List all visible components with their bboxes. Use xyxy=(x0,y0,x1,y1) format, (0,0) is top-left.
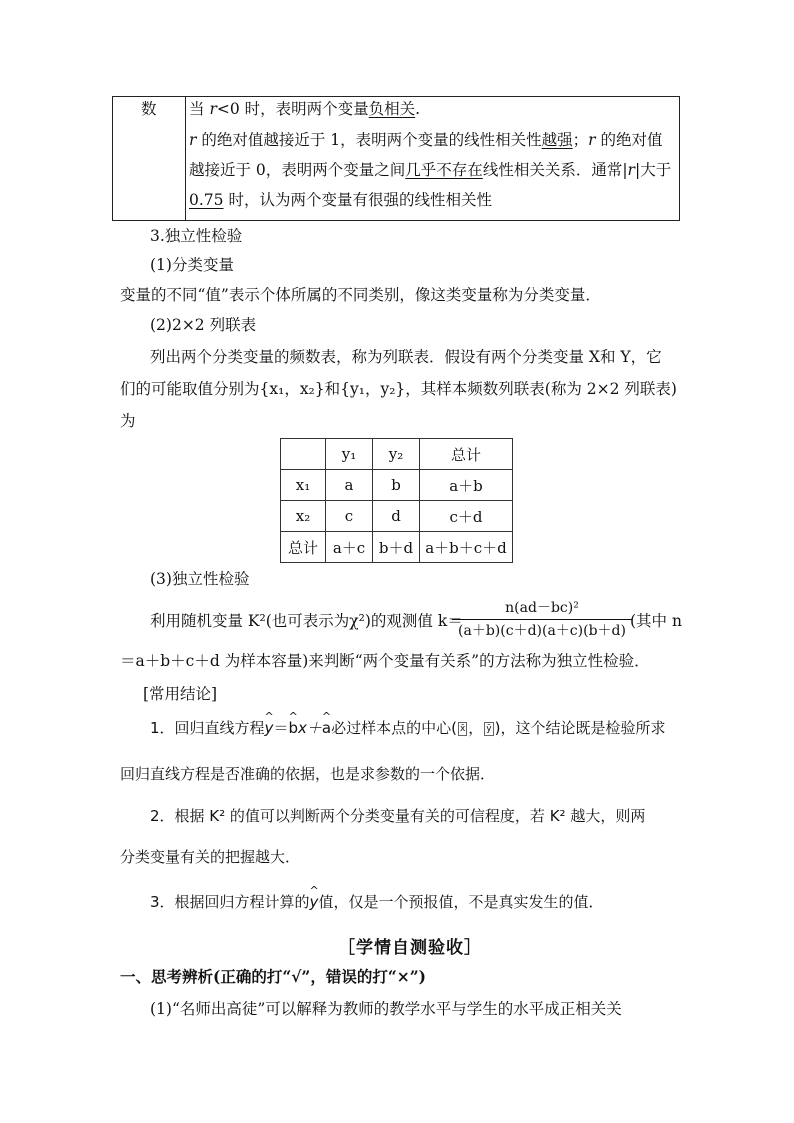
formula-denominator: (a＋b)(c＋d)(a＋c)(b＋d) xyxy=(458,623,626,639)
table-row xyxy=(281,532,513,563)
subsection-title: (2)2×2 列联表 xyxy=(150,316,257,334)
conclusion-3: 3．根据回归方程计算的^ y值，仅是一个预报值，不是真实发生的值． xyxy=(150,891,603,913)
definition-line-2: r 的绝对值越接近于 1，表明两个变量的线性相关性越强；r 的绝对值 xyxy=(189,131,663,149)
table-cell: c＋d xyxy=(420,501,513,532)
heading-bracket-right: ］ xyxy=(464,938,482,958)
table-cell: a＋b＋c＋d xyxy=(420,532,513,563)
formula-numerator: n(ad－bc)² xyxy=(505,600,579,616)
correlation-definition-table xyxy=(112,96,680,221)
chi-square-formula xyxy=(452,598,632,641)
paragraph: 为 xyxy=(120,412,136,430)
definition-line-4: 0.75 时，认为两个变量有很强的线性相关性 xyxy=(189,191,492,209)
hat-symbol: ^ b xyxy=(288,717,298,739)
exercise-part-title: 一、思考辨析(正确的打“√”，错误的打“×”) xyxy=(120,967,427,986)
table-cell: b xyxy=(373,470,420,501)
table-cell: a＋b xyxy=(420,470,513,501)
definition-line-1: 当 r<0 时，表明两个变量负相关. xyxy=(189,100,421,118)
conclusion-1-line-1: 1．回归直线方程^ y＝^ bx＋^ a必过样本点的中心( x̄ ， ȳ )，这个结论既是检验所求 xyxy=(150,717,665,739)
hat-symbol: ^ y xyxy=(265,717,274,739)
paragraph: ＝a＋b＋c＋d 为样本容量)来判断“两个变量有关系”的方法称为独立性检验． xyxy=(120,652,650,670)
conclusion-1-line-2: 回归直线方程是否准确的依据，也是求参数的一个依据． xyxy=(120,765,496,783)
table-cell: d xyxy=(373,501,420,532)
paragraph: 变量的不同“值”表示个体所属的不同类别，像这类变量称为分类变量． xyxy=(120,286,601,304)
underlined-term: 越强 xyxy=(541,131,573,149)
subsection-title: (3)独立性检验 xyxy=(150,570,250,588)
section-title: 3.独立性检验 xyxy=(150,227,243,245)
subsection-title: (1)分类变量 xyxy=(150,256,234,274)
table-row xyxy=(281,439,513,470)
conclusion-2-line-1: 2．根据 K² 的值可以判断两个分类变量有关的可信程度，若 K² 越大，则两 xyxy=(150,807,646,825)
section-heading xyxy=(338,933,482,958)
table-cell: a＋c xyxy=(326,532,373,563)
underlined-term: 几乎不存在 xyxy=(405,161,483,179)
paragraph: 列出两个分类变量的频数表，称为列联表．假设有两个分类变量 X和 Y，它 xyxy=(150,348,662,366)
table-label-cell xyxy=(113,97,186,220)
conclusion-2-line-2: 分类变量有关的把握越大． xyxy=(120,848,301,866)
hat-symbol: ^ a xyxy=(322,717,331,739)
underlined-term: 负相关 xyxy=(368,100,416,118)
heading-bracket-left: ［ xyxy=(338,938,356,958)
heading-text: 学情自测验收 xyxy=(356,938,464,958)
table-cell: b＋d xyxy=(373,532,420,563)
formula-line-text: 利用随机变量 K²(也可表示为χ²)的观测值 k＝ xyxy=(150,612,463,630)
table-cell: 总计 xyxy=(420,439,513,470)
hat-symbol: ^ y xyxy=(310,891,319,913)
contingency-table xyxy=(280,438,513,563)
table-cell: y₁ xyxy=(326,439,373,470)
table-cell: x₁ xyxy=(281,470,326,501)
table-cell: y₂ xyxy=(373,439,420,470)
definition-line-3: 越接近于 0，表明两个变量之间几乎不存在线性相关关系．通常|r|大于 xyxy=(189,161,672,179)
conclusions-title: [常用结论] xyxy=(143,685,218,703)
table-row xyxy=(281,470,513,501)
formula-line-tail: (其中 n xyxy=(630,612,682,630)
table-cell: a xyxy=(326,470,373,501)
table-row xyxy=(281,501,513,532)
xbar-symbol: x̄ xyxy=(459,723,466,734)
table-label: 数 xyxy=(141,100,157,118)
table-cell: c xyxy=(326,501,373,532)
table-cell xyxy=(281,439,326,470)
fraction-bar xyxy=(452,619,632,620)
table-cell: 总计 xyxy=(281,532,326,563)
table-cell: x₂ xyxy=(281,501,326,532)
underlined-term: 0.75 xyxy=(189,191,224,209)
ybar-symbol: ȳ xyxy=(486,723,492,734)
paragraph: 们的可能取值分别为{x₁，x₂}和{y₁，y₂}，其样本频数列联表(称为 2×2 列联表) xyxy=(120,380,677,398)
exercise-question-1: (1)“名师出高徒”可以解释为教师的教学水平与学生的水平成正相关关 xyxy=(150,1000,622,1018)
